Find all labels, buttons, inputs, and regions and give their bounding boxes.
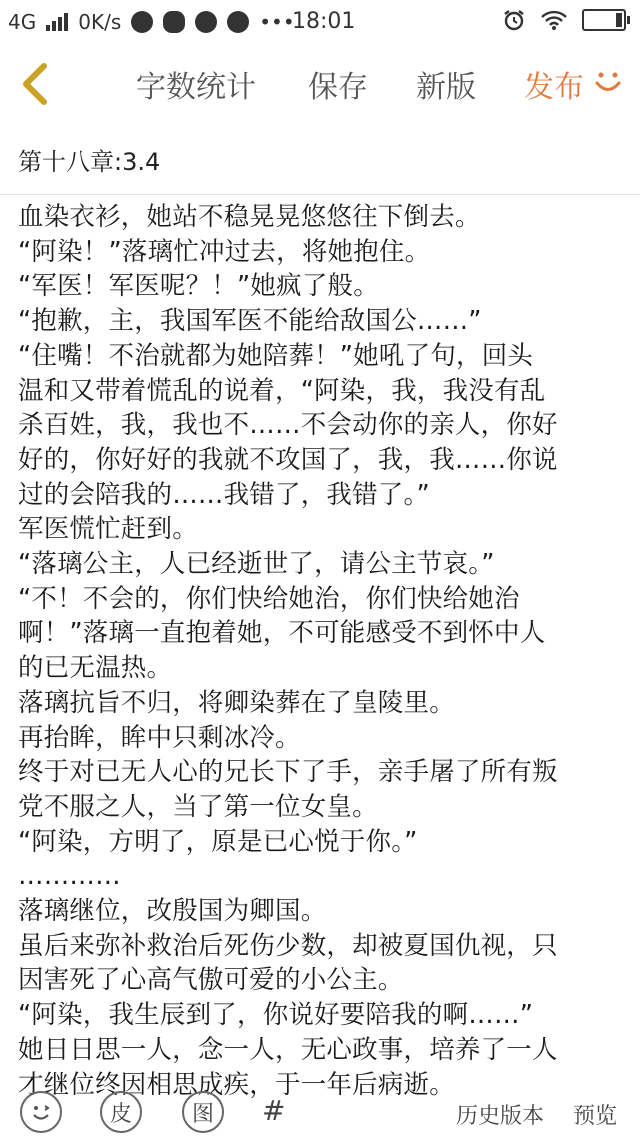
text-line: 温和又带着慌乱的说着，“阿染，我，我没有乱 <box>18 375 546 406</box>
back-button[interactable] <box>16 62 52 106</box>
chevron-left-icon <box>26 66 44 102</box>
music-icon <box>227 11 249 33</box>
bottom-toolbar <box>0 1085 640 1138</box>
word-count-button[interactable]: 字数统计 <box>136 70 256 105</box>
new-version-button[interactable]: 新版 <box>416 70 476 105</box>
text-line: “阿染！”落璃忙冲过去，将她抱住。 <box>18 236 431 267</box>
text-line: ………… <box>18 861 121 892</box>
history-version-button[interactable]: 历史版本 <box>456 1104 545 1129</box>
text-line: 杀百姓，我，我也不……不会动你的亲人，你好 <box>18 410 558 441</box>
emoji-button[interactable] <box>20 1091 62 1133</box>
text-line: 她日日思一人，念一人，无心政事，培养了一人 <box>18 1034 558 1065</box>
battery-icon <box>582 9 626 31</box>
text-line: “不！不会的，你们快给她治，你们快给她治 <box>18 583 520 614</box>
text-line: “落璃公主，人已经逝世了，请公主节哀。” <box>18 549 495 580</box>
text-line: 啊！”落璃一直抱着她，不可能感受不到怀中人 <box>18 618 546 649</box>
image-label: 图 <box>191 1101 214 1127</box>
message-icon <box>195 11 217 33</box>
save-button[interactable]: 保存 <box>308 70 368 105</box>
text-line: “抱歉，主，我国军医不能给敌国公……” <box>18 306 482 337</box>
signal-icon <box>46 13 68 31</box>
chapter-title-bar <box>0 124 640 195</box>
skin-label: 皮 <box>109 1101 132 1127</box>
smile-icon <box>592 66 624 98</box>
wifi-icon <box>540 9 568 31</box>
text-line: 好的，你好好的我就不攻国了，我，我……你说 <box>18 444 558 475</box>
alarm-icon <box>502 8 526 32</box>
text-line: 军医慌忙赶到。 <box>18 514 198 545</box>
hashtag-button[interactable]: # <box>262 1094 286 1127</box>
text-line: 落璃继位，改殷国为卿国。 <box>18 896 327 927</box>
publish-button[interactable]: 发布 <box>524 70 584 105</box>
text-line: 虽后来弥补救治后死伤少数，却被夏国仇视，只 <box>18 930 558 961</box>
text-line: 终于对已无人心的兄长下了手，亲手屠了所有叛 <box>18 757 558 788</box>
text-line: 落璃抗旨不归，将卿染葬在了皇陵里。 <box>18 687 455 718</box>
text-line: 过的会陪我的……我错了，我错了。” <box>18 479 430 510</box>
browser-icon <box>131 11 153 33</box>
text-line: 再抬眸，眸中只剩冰冷。 <box>18 722 301 753</box>
text-line: “军医！军医呢？！”她疯了般。 <box>18 271 379 302</box>
text-line: 因害死了心高气傲可爱的小公主。 <box>18 965 404 996</box>
text-line: “阿染，方明了，原是已心悦于你。” <box>18 826 418 857</box>
skin-button[interactable] <box>100 1091 142 1133</box>
text-line: 的已无温热。 <box>18 653 173 684</box>
chapter-body-editor[interactable] <box>18 200 628 1102</box>
network-type: 4G <box>8 10 37 34</box>
text-line: 才继位终因相思成疾，于一年后病逝。 <box>18 1069 455 1100</box>
smiley-icon <box>26 1097 56 1127</box>
wechat-icon <box>163 11 185 33</box>
text-line: “阿染，我生辰到了，你说好要陪我的啊……” <box>18 1000 534 1031</box>
preview-button[interactable]: 预览 <box>573 1104 618 1129</box>
text-line: 血染衣衫，她站不稳晃晃悠悠往下倒去。 <box>18 202 481 232</box>
network-speed: 0K/s <box>78 10 122 34</box>
text-line: “住嘴！不治就都为她陪葬！”她吼了句，回头 <box>18 340 534 371</box>
insert-image-button[interactable] <box>182 1091 224 1133</box>
more-icon: ••• <box>259 10 295 34</box>
chapter-title-input[interactable]: 第十八章:3.4 <box>18 148 161 176</box>
editor-toolbar <box>0 44 640 124</box>
clock: 18:01 <box>292 9 356 34</box>
text-line: 党不服之人，当了第一位女皇。 <box>18 791 378 822</box>
status-bar <box>0 0 640 44</box>
